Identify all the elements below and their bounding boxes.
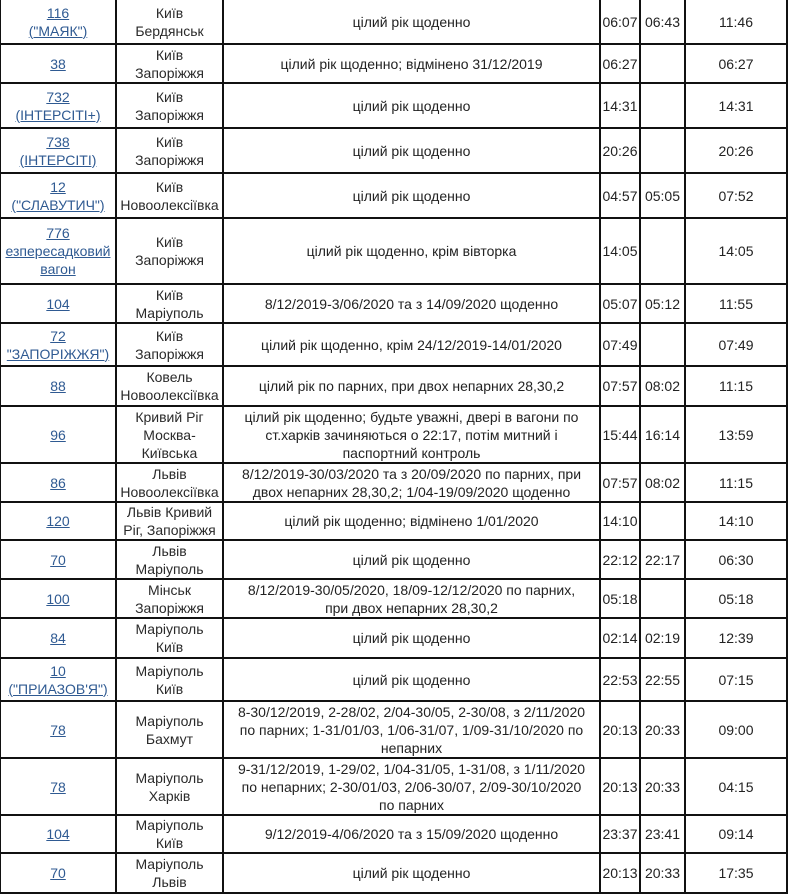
train-link[interactable]	[1, 224, 115, 278]
route-station: Кривий Ріг	[135, 408, 204, 425]
route-station: Київ	[155, 835, 184, 851]
departure-time: 07:57	[600, 366, 640, 406]
schedule-cell	[223, 853, 600, 893]
train-number-cell	[0, 284, 116, 323]
train-name: вагон	[40, 261, 76, 277]
schedule-text: при двох непарних 28,30,2	[325, 599, 498, 616]
route-cell	[116, 0, 223, 44]
table-row	[0, 83, 787, 128]
route-cell	[116, 618, 223, 658]
route-station: Запоріжжя	[135, 151, 204, 168]
schedule-cell	[223, 463, 600, 502]
arrival-time: 14:05	[685, 218, 787, 284]
route-station: Маріуполь	[135, 712, 204, 729]
schedule-text: цілий рік по парних, при двох непарних 28,30,2	[258, 378, 565, 394]
train-link[interactable]	[1, 426, 115, 444]
train-number-cell	[0, 218, 116, 284]
route-station: Київ	[155, 234, 184, 250]
route-station: Київ	[155, 4, 184, 21]
departure-time: 07:57	[600, 463, 640, 502]
train-number: 116	[46, 4, 70, 21]
departure-time: 14:05	[600, 218, 640, 284]
schedule-text: двох непарних 28,30,2; 1/04-19/09/2020 щоденно	[252, 483, 571, 500]
schedule-text: паспортний контроль	[342, 444, 481, 461]
train-number-cell	[0, 701, 116, 758]
train-number: 78	[50, 721, 66, 738]
departure-time: 05:18	[600, 579, 640, 618]
train-number: 104	[46, 295, 70, 312]
train-link[interactable]	[1, 133, 115, 169]
train-link[interactable]	[1, 721, 115, 739]
route-cell	[116, 218, 223, 284]
route-cell	[116, 406, 223, 463]
schedule-text: цілий рік щоденно; відмінено 31/12/2019	[280, 55, 543, 72]
stop-time: 20:33	[640, 701, 685, 758]
stop-time	[640, 502, 685, 540]
schedule-cell	[223, 83, 600, 128]
route-station: Київська	[141, 444, 198, 461]
train-number-cell	[0, 815, 116, 853]
schedule-text: цілий рік щоденно	[352, 630, 471, 646]
train-link[interactable]	[1, 295, 115, 313]
schedule-text: 9/12/2019-4/06/2020 та з 15/09/2020 щоденно	[264, 826, 559, 842]
stop-time: 06:43	[640, 0, 685, 44]
departure-time: 20:13	[600, 701, 640, 758]
train-link[interactable]	[1, 88, 115, 124]
schedule-text: по непарних; 2-30/01/03, 2/06-30/07, 2/09-30/10/2020	[241, 778, 582, 795]
train-number-cell	[0, 323, 116, 366]
train-link[interactable]	[1, 551, 115, 569]
table-row	[0, 701, 787, 758]
route-station: Київ	[155, 639, 184, 655]
train-number: 10	[50, 662, 66, 679]
stop-time: 16:14	[640, 406, 685, 463]
departure-time: 14:10	[600, 502, 640, 540]
table-row	[0, 658, 787, 701]
departure-time: 02:14	[600, 618, 640, 658]
train-number-cell	[0, 366, 116, 406]
route-station: Новоолексіївка	[120, 483, 219, 500]
train-number-cell	[0, 406, 116, 463]
stop-time	[640, 83, 685, 128]
route-cell	[116, 815, 223, 853]
route-station: Запоріжжя	[135, 252, 204, 268]
departure-time: 04:57	[600, 173, 640, 218]
train-link[interactable]	[1, 864, 115, 882]
table-row	[0, 406, 787, 463]
train-number: 776	[46, 225, 70, 241]
train-number-cell	[0, 83, 116, 128]
route-station: Мінськ	[148, 581, 191, 598]
departure-time: 20:13	[600, 758, 640, 815]
schedule-text: цілий рік щоденно	[352, 187, 471, 204]
schedule-text: цілий рік щоденно; відмінено 1/01/2020	[284, 513, 539, 529]
route-station: Київ	[155, 46, 184, 63]
departure-time: 06:27	[600, 44, 640, 83]
arrival-time: 12:39	[685, 618, 787, 658]
route-station: Новоолексіївка	[120, 387, 219, 403]
route-cell	[116, 502, 223, 540]
schedule-text: непарних	[380, 739, 443, 756]
route-cell	[116, 658, 223, 701]
route-cell	[116, 853, 223, 893]
route-station: Маріуполь	[135, 817, 204, 833]
train-number: 738	[46, 133, 70, 150]
train-number: 72	[50, 327, 66, 344]
table-row	[0, 0, 787, 44]
train-link[interactable]	[1, 4, 115, 40]
schedule-text: 8/12/2019-30/03/2020 та з 20/09/2020 по парних, при	[241, 465, 582, 482]
schedule-text: цілий рік щоденно	[352, 142, 471, 159]
train-link[interactable]	[1, 778, 115, 796]
schedule-text: 8/12/2019-3/06/2020 та з 14/09/2020 щоденно	[264, 295, 559, 312]
train-number-cell	[0, 758, 116, 815]
train-link[interactable]	[1, 825, 115, 843]
arrival-time: 07:52	[685, 173, 787, 218]
table-row	[0, 758, 787, 815]
schedule-text: 9-31/12/2019, 1-29/02, 1/04-31/05, 1-31/08, з 1/11/2020	[237, 760, 586, 777]
route-station: Львів	[152, 542, 187, 559]
departure-time: 07:49	[600, 323, 640, 366]
schedule-cell	[223, 502, 600, 540]
stop-time: 05:12	[640, 284, 685, 323]
departure-time: 06:07	[600, 0, 640, 44]
train-number: 120	[46, 513, 70, 529]
route-cell	[116, 758, 223, 815]
train-number: 12	[50, 178, 66, 195]
stop-time	[640, 128, 685, 173]
stop-time	[640, 579, 685, 618]
train-link[interactable]	[1, 662, 115, 698]
table-row	[0, 366, 787, 406]
route-station: Київ	[155, 178, 184, 195]
train-number: 104	[46, 826, 70, 842]
schedule-cell	[223, 815, 600, 853]
table-row	[0, 540, 787, 579]
route-station: Маріуполь	[135, 560, 204, 577]
route-station: Київ	[155, 286, 184, 303]
schedule-text: цілий рік щоденно	[352, 671, 471, 688]
arrival-time: 13:59	[685, 406, 787, 463]
route-station: Ріг, Запоріжжя	[123, 522, 216, 538]
schedule-cell	[223, 128, 600, 173]
train-number-cell	[0, 0, 116, 44]
route-station: Маріуполь	[135, 304, 204, 321]
train-name: езпересадковий	[5, 243, 111, 259]
stop-time: 22:17	[640, 540, 685, 579]
departure-time: 22:53	[600, 658, 640, 701]
schedule-cell	[223, 173, 600, 218]
schedule-cell	[223, 44, 600, 83]
train-number-cell	[0, 540, 116, 579]
train-number: 86	[50, 474, 66, 491]
route-station: Новоолексіївка	[120, 196, 219, 213]
train-link[interactable]	[1, 590, 115, 608]
schedule-cell	[223, 758, 600, 815]
route-cell	[116, 173, 223, 218]
arrival-time: 07:49	[685, 323, 787, 366]
train-number-cell	[0, 658, 116, 701]
departure-time: 14:31	[600, 83, 640, 128]
arrival-time: 17:35	[685, 853, 787, 893]
train-name: ("МАЯК")	[28, 22, 88, 39]
train-name: (ІНТЕРСІТІ)	[19, 151, 97, 168]
arrival-time: 14:10	[685, 502, 787, 540]
table-row	[0, 218, 787, 284]
arrival-time: 11:15	[685, 463, 787, 502]
route-station: Москва-	[143, 426, 196, 443]
table-row	[0, 618, 787, 658]
stop-time: 08:02	[640, 366, 685, 406]
route-cell	[116, 128, 223, 173]
schedule-cell	[223, 579, 600, 618]
route-cell	[116, 540, 223, 579]
schedule-text: цілий рік щоденно; будьте уважні, двері в вагони по	[244, 408, 579, 425]
route-station: Запоріжжя	[135, 64, 204, 81]
train-link[interactable]	[1, 178, 115, 214]
stop-time	[640, 218, 685, 284]
schedule-cell	[223, 0, 600, 44]
schedule-cell	[223, 406, 600, 463]
departure-time: 20:26	[600, 128, 640, 173]
train-name: "ЗАПОРІЖЖЯ")	[6, 345, 110, 362]
train-name: ("СЛАВУТИЧ")	[11, 196, 105, 213]
stop-time	[640, 323, 685, 366]
train-link[interactable]	[1, 512, 115, 530]
departure-time: 15:44	[600, 406, 640, 463]
train-number-cell	[0, 44, 116, 83]
route-station: Маріуполь	[135, 662, 204, 679]
route-station: Львів	[152, 874, 187, 890]
departure-time: 05:07	[600, 284, 640, 323]
train-number: 88	[50, 378, 66, 394]
train-number-cell	[0, 463, 116, 502]
schedule-cell	[223, 540, 600, 579]
train-name: ("ПРИАЗОВ'Я")	[8, 680, 108, 697]
schedule-text: цілий рік щоденно, крім вівторка	[306, 243, 517, 259]
train-number: 100	[46, 590, 70, 607]
arrival-time: 14:31	[685, 83, 787, 128]
route-cell	[116, 463, 223, 502]
train-name: (ІНТЕРСІТІ+)	[15, 106, 101, 123]
stop-time: 20:33	[640, 758, 685, 815]
table-row	[0, 44, 787, 83]
schedule-text: 8/12/2019-30/05/2020, 18/09-12/12/2020 по парних,	[247, 581, 576, 598]
schedule-text: цілий рік щоденно, крім 24/12/2019-14/01/2020	[261, 336, 562, 353]
arrival-time: 20:26	[685, 128, 787, 173]
route-station: Бердянськ	[135, 22, 204, 39]
stop-time: 05:05	[640, 173, 685, 218]
route-cell	[116, 83, 223, 128]
stop-time	[640, 44, 685, 83]
route-station: Київ	[155, 88, 184, 105]
arrival-time: 09:14	[685, 815, 787, 853]
route-station: Львів	[152, 465, 187, 482]
table-row	[0, 323, 787, 366]
train-link[interactable]	[1, 377, 115, 395]
schedule-text: цілий рік щоденно	[352, 13, 471, 30]
route-station: Маріуполь	[135, 769, 204, 786]
route-cell	[116, 44, 223, 83]
route-station: Харків	[148, 787, 191, 804]
train-number-cell	[0, 853, 116, 893]
route-cell	[116, 579, 223, 618]
train-number: 78	[50, 778, 66, 795]
route-station: Бахмут	[145, 730, 194, 747]
route-cell	[116, 323, 223, 366]
route-station: Запоріжжя	[135, 599, 204, 616]
departure-time: 23:37	[600, 815, 640, 853]
train-number: 70	[50, 865, 66, 881]
route-station: Запоріжжя	[135, 345, 204, 362]
schedule-cell	[223, 701, 600, 758]
arrival-time: 11:55	[685, 284, 787, 323]
schedule-text: по парних	[379, 796, 444, 813]
schedule-cell	[223, 284, 600, 323]
arrival-time: 07:15	[685, 658, 787, 701]
table-row	[0, 284, 787, 323]
stop-time: 22:55	[640, 658, 685, 701]
stop-time: 23:41	[640, 815, 685, 853]
route-station: Київ	[155, 327, 184, 344]
table-row	[0, 128, 787, 173]
train-number: 38	[50, 55, 66, 72]
schedule-text: цілий рік щоденно	[352, 97, 471, 114]
train-number: 96	[50, 426, 66, 443]
arrival-time: 05:18	[685, 579, 787, 618]
stop-time: 08:02	[640, 463, 685, 502]
train-number: 732	[46, 88, 70, 105]
departure-time: 22:12	[600, 540, 640, 579]
train-number-cell	[0, 128, 116, 173]
schedule-text: цілий рік щоденно	[352, 551, 471, 568]
table-row	[0, 815, 787, 853]
stop-time: 02:19	[640, 618, 685, 658]
train-number-cell	[0, 173, 116, 218]
stop-time: 20:33	[640, 853, 685, 893]
train-number-cell	[0, 618, 116, 658]
arrival-time: 11:46	[685, 0, 787, 44]
schedule-cell	[223, 366, 600, 406]
departure-time: 20:13	[600, 853, 640, 893]
schedule-cell	[223, 218, 600, 284]
arrival-time: 09:00	[685, 701, 787, 758]
arrival-time: 11:15	[685, 366, 787, 406]
route-station: Львів Кривий	[126, 504, 213, 520]
route-station: Ковель	[146, 369, 193, 385]
table-row	[0, 502, 787, 540]
route-station: Запоріжжя	[135, 106, 204, 123]
train-link[interactable]	[1, 55, 115, 73]
train-link[interactable]	[1, 327, 115, 363]
arrival-time: 06:30	[685, 540, 787, 579]
route-station: Маріуполь	[135, 621, 204, 637]
schedule-text: 8-30/12/2019, 2-28/02, 2/04-30/05, 2-30/08, з 2/11/2020	[237, 703, 586, 720]
route-cell	[116, 366, 223, 406]
schedule-cell	[223, 658, 600, 701]
route-cell	[116, 701, 223, 758]
train-number: 70	[50, 551, 66, 568]
table-row	[0, 463, 787, 502]
train-number-cell	[0, 579, 116, 618]
train-number: 84	[50, 630, 66, 646]
arrival-time: 06:27	[685, 44, 787, 83]
train-number-cell	[0, 502, 116, 540]
route-station: Маріуполь	[135, 856, 204, 872]
schedule-text: по парних; 1-31/01/03, 1/06-31/07, 1/09-31/10/2020 по	[239, 721, 584, 738]
schedule-cell	[223, 323, 600, 366]
route-cell	[116, 284, 223, 323]
route-station: Київ	[155, 133, 184, 150]
schedule-text: ст.харків зачиняються о 22:17, потім митний і	[265, 426, 558, 443]
train-link[interactable]	[1, 629, 115, 647]
schedule-text: цілий рік щоденно	[352, 865, 471, 881]
table-row	[0, 579, 787, 618]
train-link[interactable]	[1, 474, 115, 492]
schedule-cell	[223, 618, 600, 658]
table-row	[0, 853, 787, 893]
arrival-time: 04:15	[685, 758, 787, 815]
table-row	[0, 173, 787, 218]
route-station: Київ	[155, 680, 184, 697]
